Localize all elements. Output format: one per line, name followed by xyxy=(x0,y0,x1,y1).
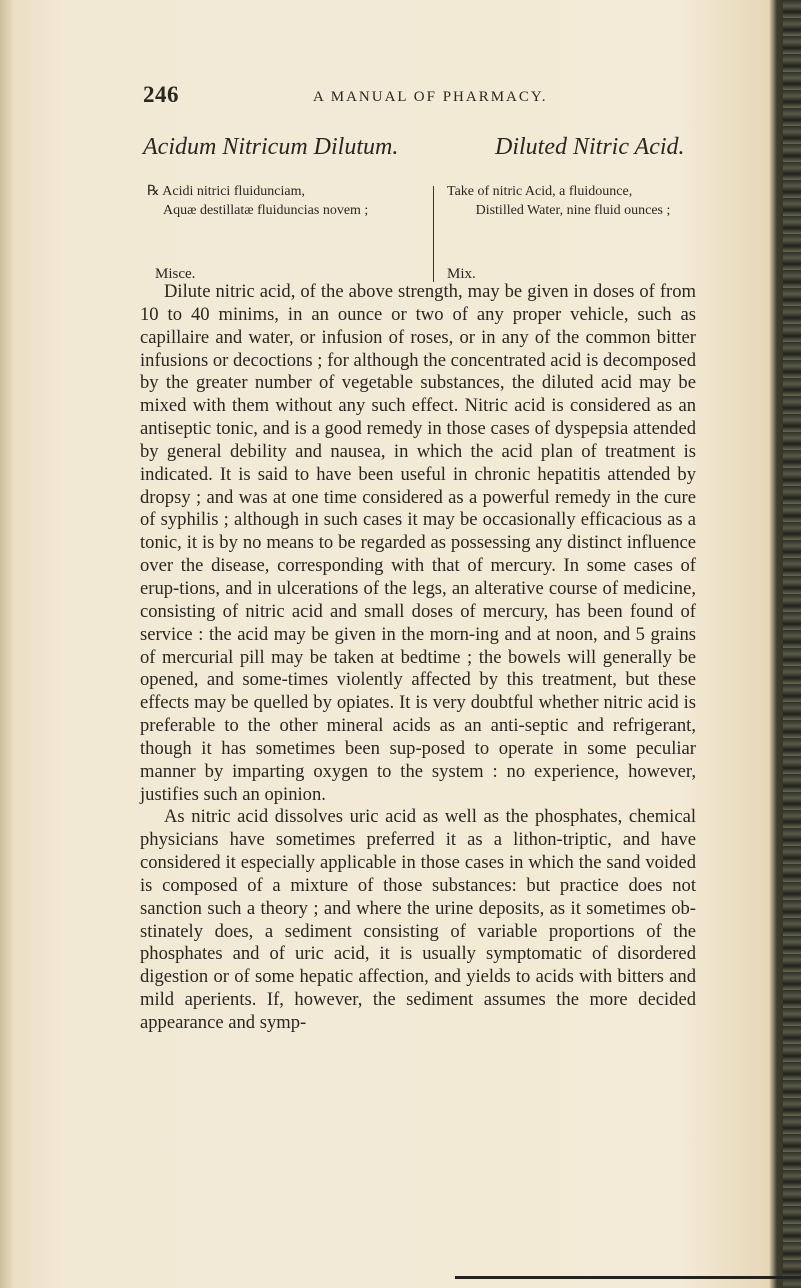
recipe-divider xyxy=(433,186,434,282)
english-title: Diluted Nitric Acid. xyxy=(495,134,685,160)
page-number: 246 xyxy=(143,82,179,107)
english-recipe-close: Mix. xyxy=(447,266,476,282)
gutter-shadow xyxy=(0,0,14,1288)
running-title: A MANUAL OF PHARMACY. xyxy=(313,89,548,105)
paragraph: As nitric acid dissolves uric acid as well as the phosphates, chemical physicians have sometimes preferred it as a lithon-triptic, and have considered it especially applicable in those cases in which the sand voided is composed of a mixture of those substances: but practice does not sanction such a theory ; and where the urine deposits, as it sometimes ob-stinately does, a sediment consisting of variable proportions of the phosphates and of uric acid, it is usually symptomatic of disordered digestion or of some hepatic affection, and yields to acids with bitters and mild aperients. If, however, the sediment assumes the more decided appearance and symp- xyxy=(140,806,696,1033)
english-recipe-line: Take of nitric Acid, a fluidounce, xyxy=(447,184,633,199)
latin-recipe xyxy=(147,182,417,220)
latin-recipe-line: ℞ Acidi nitrici fluidunciam, xyxy=(147,184,305,199)
latin-recipe-close: Misce. xyxy=(155,266,196,282)
section-titles xyxy=(143,134,703,170)
latin-recipe-line: Aquæ destillatæ fluiduncias novem ; xyxy=(163,203,369,218)
english-recipe-line: Distilled Water, nine fluid ounces ; xyxy=(475,203,671,218)
paragraph: Dilute nitric acid, of the above strength, may be given in doses of from 10 to 40 minims, in an ounce or two of any proper vehicle, such as capillaire and water, or infusion of roses, or in any of the common bitter infusions or decoctions ; for although the concentrated acid is decomposed by the greater number of vegetable substances, the diluted acid may be mixed with them without any such effect. Nitric acid is considered as an antiseptic tonic, and is a good remedy in those cases of dyspepsia attended by general debility and nausea, in which the acid plan of treatment is indicated. It is said to have been useful in chronic hepatitis attended by dropsy ; and was at one time considered as a powerful remedy in the cure of syphilis ; although in such cases it may be occasionally efficacious as a tonic, it is by no means to be regarded as possessing any distinct influence over the disease, corresponding with that of mercury. In some cases of erup-tions, and in ulcerations of the legs, an alterative course of medicine, consisting of nitric acid and small doses of mercury, has been found of service : the acid may be given in the morn-ing and at noon, and 5 grains of mercurial pill may be taken at bedtime ; the bowels will generally be opened, and some-times violently affected by this treatment, but these effects may be quelled by opiates. It is very doubtful whether nitric acid is preferable to the other mineral acids as an anti-septic and refrigerant, though it has sometimes been sup-posed to operate in some peculiar manner by imparting oxygen to the system : no experience, however, justifies such an opinion. xyxy=(140,281,696,805)
recipe-block xyxy=(147,182,693,290)
latin-title: Acidum Nitricum Dilutum. xyxy=(143,134,399,160)
bottom-edge-rule xyxy=(455,1276,801,1279)
body-text xyxy=(140,281,696,1035)
page-header xyxy=(143,82,703,116)
english-recipe xyxy=(447,182,693,220)
page-edge-binding xyxy=(783,0,801,1288)
